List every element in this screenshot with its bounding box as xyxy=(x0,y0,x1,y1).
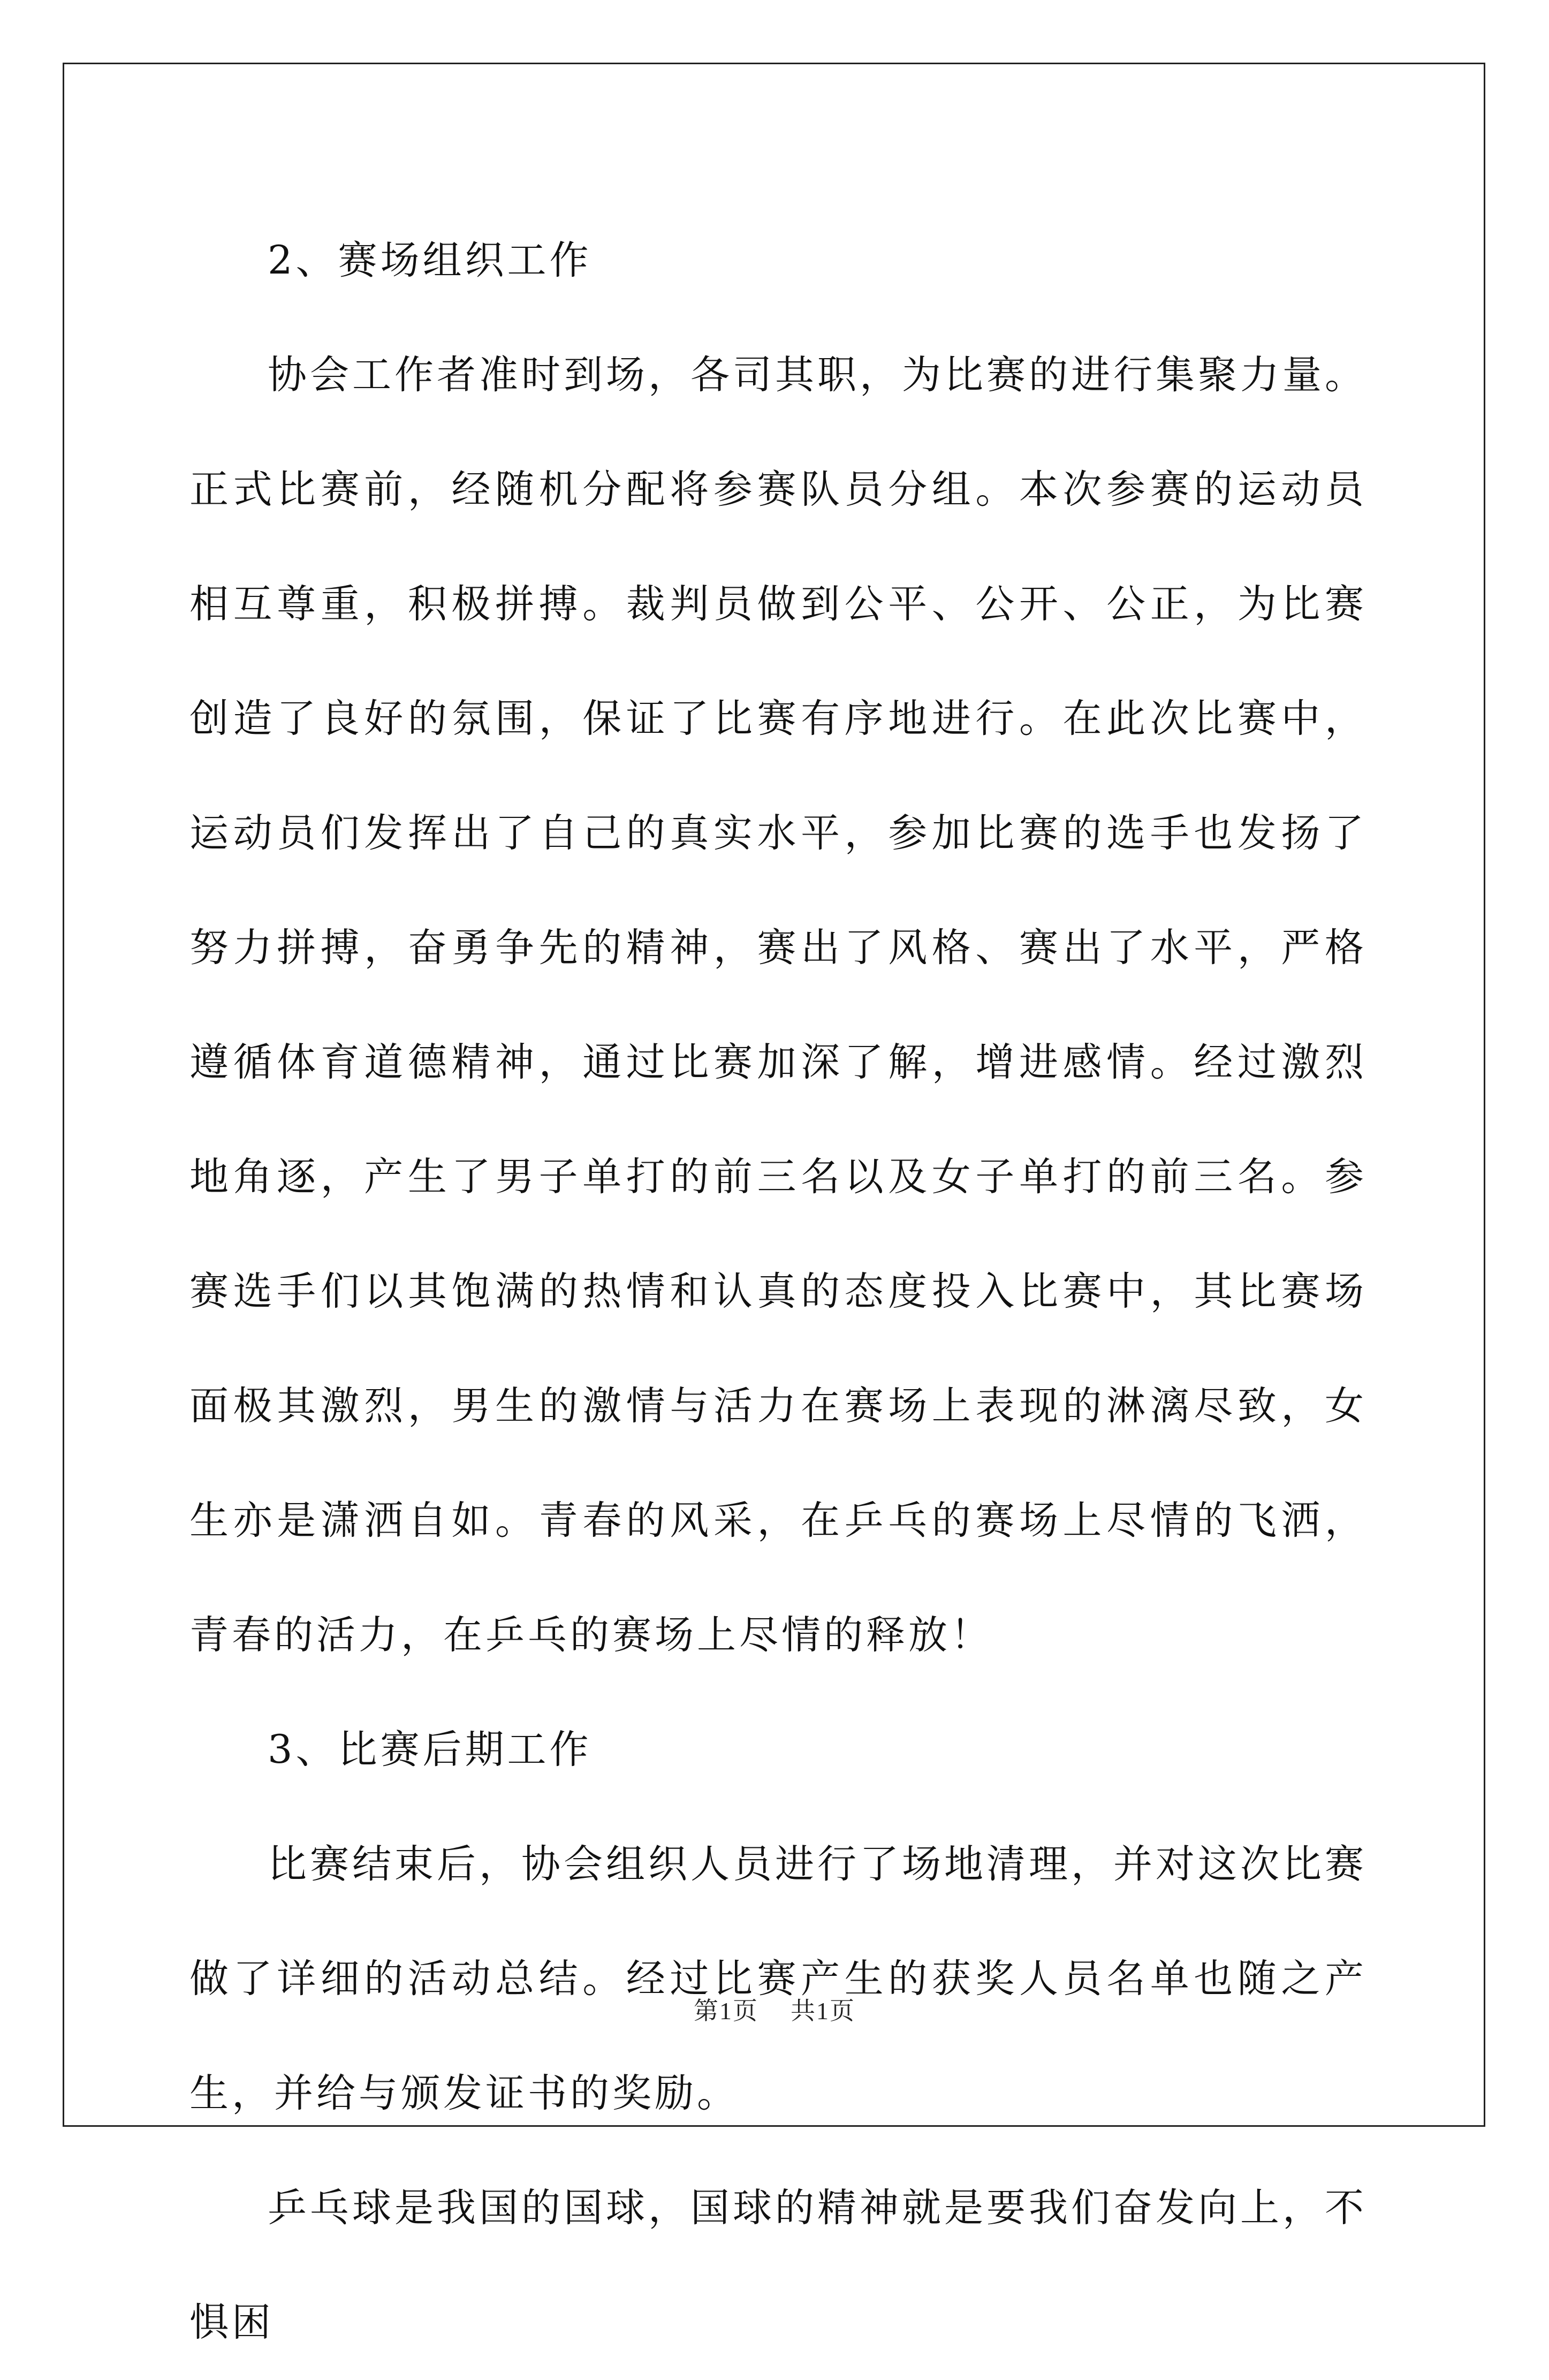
body-paragraph: 协会工作者准时到场，各司其职，为比赛的进行集聚力量。正式比赛前，经随机分配将参赛队员分组。本次参赛的运动员相互尊重，积极拼搏。裁判员做到公平、公开、公正，为比赛创造了良好的氛围，保证了比赛有序地进行。在此次比赛中，运动员们发挥出了自己的真实水平，参加比赛的选手也发扬了努力拼搏，奋勇争先的精神，赛出了风格、赛出了水平，严格遵循体育道德精神，通过比赛加深了解，增进感情。经过激烈地角逐，产生了男子单打的前三名以及女子单打的前三名。参赛选手们以其饱满的热情和认真的态度投入比赛中，其比赛场面极其激烈，男生的激情与活力在赛场上表现的淋漓尽致，女生亦是潇洒自如。青春的风采，在乒乓的赛场上尽情的飞洒，青春的活力，在乒乓的赛场上尽情的释放！ xyxy=(189,352,1367,1658)
section-heading: 2、赛场组织工作 xyxy=(268,238,592,283)
body-paragraph: 乒乓球是我国的国球，国球的精神就是要我们奋发向上，不惧困 xyxy=(189,2185,1367,2345)
document-body xyxy=(189,203,1367,2380)
page-total: 共1页 xyxy=(791,1997,855,2025)
page-footer xyxy=(0,1991,1549,2027)
body-paragraph: 比赛结束后，协会组织人员进行了场地清理，并对这次比赛做了详细的活动总结。经过比赛产生的获奖人员名单也随之产生，并给与颁发证书的奖励。 xyxy=(189,1841,1367,2116)
page-number: 第1页 xyxy=(694,1997,758,2025)
section-heading: 3、比赛后期工作 xyxy=(268,1727,592,1772)
